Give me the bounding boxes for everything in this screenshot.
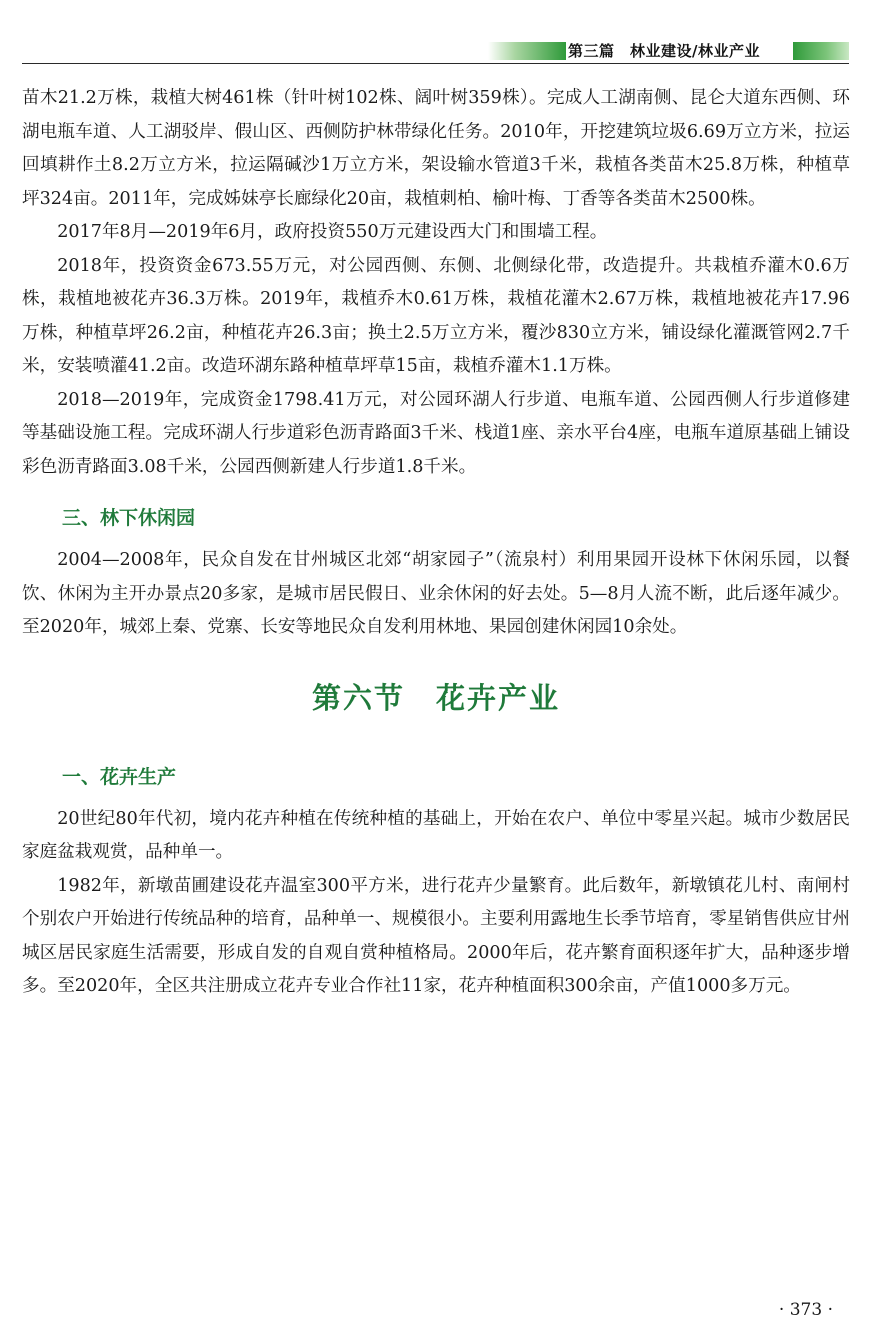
running-header [22, 38, 849, 64]
subsection-heading: 一、花卉生产 [62, 765, 177, 788]
header-decoration-left [488, 42, 566, 60]
body-paragraph: 2018年，投资资金673.55万元，对公园西侧、东侧、北侧绿化带，改造提升。共栽植乔灌木0.6万株，栽植地被花卉36.3万株。2019年，栽植乔木0.61万株，栽植花灌木2.67万株，栽植地被花卉17.96万株，种植草坪26.2亩，种植花卉26.3亩；换土2.5万立方米，覆沙830立方米，铺设绿化灌溉管网2.7千米，安装喷灌41.2亩。改造环湖东路种植草坪草15亩，栽植乔灌木1.1万株。 [22, 255, 850, 376]
spacer [22, 484, 850, 498]
subsection-heading: 三、林下休闲园 [62, 507, 196, 529]
section-title: 第六节 花卉产业 [311, 680, 560, 715]
body-paragraph-continued: 苗木21.2万株，栽植大树461株（针叶树102株、阔叶树359株）。完成人工湖南侧、昆仑大道东西侧、环湖电瓶车道、人工湖驳岸、假山区、西侧防护林带绿化任务。2010年，开挖建筑垃圾6.69万立方米，拉运回填耕作土8.2万立方米，拉运隔碱沙1万立方米，架设输水管道3千米，栽植各类苗木25.8万株，种植草坪324亩。2011年，完成姊妹亭长廊绿化20亩，栽植刺柏、榆叶梅、丁香等各类苗木2500株。 [22, 88, 850, 209]
header-decoration-right [793, 42, 849, 60]
spacer [22, 645, 850, 663]
spacer [22, 733, 850, 757]
header-rule [22, 63, 849, 64]
page-number: · 373 · [778, 1300, 833, 1320]
body-paragraph: 1982年，新墩苗圃建设花卉温室300平方米，进行花卉少量繁育。此后数年，新墩镇花儿村、南闸村个别农户开始进行传统品种的培育，品种单一、规模很小。主要利用露地生长季节培育，零星销售供应甘州城区居民家庭生活需要，形成自发的自观自赏种植格局。2000年后，花卉繁育面积逐年扩大，品种逐步增多。至2020年，全区共注册成立花卉专业合作社11家，花卉种植面积300余亩，产值1000多万元。 [22, 875, 850, 996]
page-body [22, 82, 850, 1004]
body-paragraph: 2018—2019年，完成资金1798.41万元，对公园环湖人行步道、电瓶车道、公园西侧人行步道修建等基础设施工程。完成环湖人行步道彩色沥青路面3千米、栈道1座、亲水平台4座，电瓶车道原基础上铺设彩色沥青路面3.08千米，公园西侧新建人行步道1.8千米。 [22, 389, 850, 477]
body-paragraph: 20世纪80年代初，境内花卉种植在传统种植的基础上，开始在农户、单位中零星兴起。城市少数居民家庭盆栽观赏，品种单一。 [22, 808, 850, 862]
running-header-title: 第三篇 林业建设/林业产业 [568, 42, 760, 60]
body-paragraph: 2017年8月—2019年6月，政府投资550万元建设西大门和围墙工程。 [57, 222, 608, 242]
body-paragraph: 2004—2008年，民众自发在甘州城区北郊“胡家园子”（流泉村）利用果园开设林下休闲乐园，以餐饮、休闲为主开办景点20多家，是城市居民假日、业余休闲的好去处。5—8月人流不断，此后逐年减少。至2020年，城郊上秦、党寨、长安等地民众自发利用林地、果园创建休闲园10余处。 [22, 550, 850, 637]
